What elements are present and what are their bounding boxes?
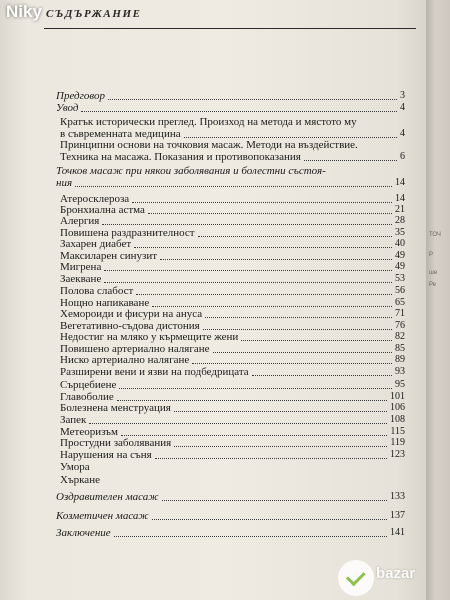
toc-page-number: 40 bbox=[395, 238, 405, 249]
toc-entry-title: Увод bbox=[56, 102, 79, 114]
toc-leader-dots bbox=[162, 500, 388, 501]
toc-leader-dots bbox=[252, 375, 392, 376]
toc-entry-title: Вегетативно-съдова дистония bbox=[60, 320, 200, 332]
toc-page-number: 89 bbox=[395, 354, 405, 365]
toc-page-number: 56 bbox=[395, 285, 405, 296]
toc-leader-dots bbox=[104, 270, 392, 271]
toc-entry-title: Техника на масажа. Показания и противопоказания bbox=[60, 151, 301, 163]
toc-entry bbox=[60, 261, 405, 273]
toc-entry-title: Умора bbox=[60, 461, 90, 473]
toc-leader-dots bbox=[203, 329, 392, 330]
toc-page-number: 71 bbox=[395, 308, 405, 319]
toc-leader-dots bbox=[134, 247, 392, 248]
toc-entry-title: Оздравителен масаж bbox=[56, 491, 159, 503]
toc-leader-dots bbox=[174, 411, 387, 412]
toc-entry bbox=[60, 474, 405, 486]
toc-entry bbox=[60, 116, 405, 128]
watermark-username: Niky bbox=[6, 2, 42, 21]
toc-page-number: 95 bbox=[395, 379, 405, 390]
toc-entry-title: Заключение bbox=[56, 527, 111, 539]
toc-entry bbox=[60, 461, 405, 473]
toc-entry-title: Максиларен синузит bbox=[60, 250, 158, 262]
toc-entry-title: Нощно напикаване bbox=[60, 297, 150, 309]
toc-entry-title: Предговор bbox=[56, 90, 106, 102]
toc-leader-dots bbox=[174, 446, 387, 447]
page-title: СЪДЪРЖАНИЕ bbox=[46, 8, 142, 20]
toc-entry-title: Точков масаж при някои заболявания и болестни състоя- bbox=[56, 165, 326, 177]
toc-entry bbox=[60, 273, 405, 285]
toc-entry bbox=[60, 354, 405, 366]
toc-entry-title: Простудни заболявания bbox=[60, 437, 172, 449]
toc-page-number: 65 bbox=[395, 297, 405, 308]
toc-entry bbox=[60, 366, 405, 378]
toc-section-entry bbox=[56, 527, 405, 539]
toc-leader-dots bbox=[241, 340, 392, 341]
toc-page-number: 76 bbox=[395, 320, 405, 331]
toc-entry-title: Недостиг на мляко у кърмещите жени bbox=[60, 331, 239, 343]
toc-page-number: 133 bbox=[390, 491, 405, 502]
toc-entry bbox=[60, 449, 405, 461]
toc-entry-title: Атеросклероза bbox=[60, 193, 130, 205]
toc-leader-dots bbox=[89, 423, 387, 424]
toc-section-entry bbox=[56, 102, 405, 114]
toc-leader-dots bbox=[121, 435, 387, 436]
toc-page-number: 4 bbox=[400, 102, 405, 113]
toc-entry-title: Заекване bbox=[60, 273, 102, 285]
toc-leader-dots bbox=[117, 400, 387, 401]
toc-entry-title: Нарушения на съня bbox=[60, 449, 152, 461]
toc-leader-dots bbox=[148, 213, 392, 214]
toc-entry-title: Хемороиди и фисури на ануса bbox=[60, 308, 203, 320]
toc-page-number: 93 bbox=[395, 366, 405, 377]
toc-leader-dots bbox=[108, 99, 397, 100]
toc-leader-dots bbox=[198, 236, 392, 237]
toc-leader-dots bbox=[205, 317, 392, 318]
toc-entry-title: Ниско артериално налягане bbox=[60, 354, 190, 366]
toc-page-number: 14 bbox=[395, 193, 405, 204]
toc-entry-title: Захарен диабет bbox=[60, 238, 132, 250]
toc-entry bbox=[60, 139, 405, 151]
toc-leader-dots bbox=[304, 160, 397, 161]
toc-page-number: 141 bbox=[390, 527, 405, 538]
toc-entry-title: Алергия bbox=[60, 215, 100, 227]
toc-entry-title: Сърцебиене bbox=[60, 379, 117, 391]
bazar-logo-icon bbox=[338, 560, 374, 596]
toc-entry-title: Хъркане bbox=[60, 474, 100, 486]
toc-leader-dots bbox=[75, 186, 392, 187]
toc-entry bbox=[60, 437, 405, 449]
adjacent-page-fragment: ТОЧ bbox=[429, 232, 441, 238]
toc-entry-title: Повишено артериално налягане bbox=[60, 343, 210, 355]
toc-page-number: 14 bbox=[395, 177, 405, 188]
toc-page-number: 85 bbox=[395, 343, 405, 354]
toc-entry-title: Метеоризъм bbox=[60, 426, 118, 438]
adjacent-page-fragment: Ре bbox=[429, 282, 437, 288]
toc-leader-dots bbox=[132, 202, 392, 203]
toc-leader-dots bbox=[81, 111, 397, 112]
toc-entry bbox=[60, 308, 405, 320]
toc-leader-dots bbox=[184, 137, 397, 138]
toc-entry-title: Мигрена bbox=[60, 261, 102, 273]
toc-entry-title: ния bbox=[56, 177, 73, 189]
toc-section-entry bbox=[56, 90, 405, 102]
toc-entry-title: Полова слабост bbox=[60, 285, 134, 297]
toc-page-number: 123 bbox=[390, 449, 405, 460]
toc-entry-title: в съвременната медицина bbox=[60, 128, 181, 140]
toc-entry bbox=[60, 285, 405, 297]
toc-entry bbox=[60, 379, 405, 391]
toc-leader-dots bbox=[152, 306, 392, 307]
toc-entry-title: Принципни основи на точковия масаж. Методи на въздействие. bbox=[60, 139, 358, 151]
toc-page-number: 108 bbox=[390, 414, 405, 425]
toc-entry-title: Главоболие bbox=[60, 391, 114, 403]
toc-leader-dots bbox=[213, 352, 392, 353]
toc-section-entry bbox=[56, 177, 405, 189]
toc-entry bbox=[60, 238, 405, 250]
toc-page-number: 137 bbox=[390, 510, 405, 521]
adjacent-page-fragment: ше bbox=[429, 270, 438, 276]
toc-section-entry bbox=[56, 510, 405, 522]
toc-entry bbox=[60, 215, 405, 227]
toc-page-number: 115 bbox=[390, 426, 405, 437]
toc-entry-title: Разширени вени и язви на подбедрицата bbox=[60, 366, 249, 378]
toc-entry-title: Козметичен масаж bbox=[56, 510, 149, 522]
toc-page-number: 35 bbox=[395, 227, 405, 238]
toc-page-number: 119 bbox=[390, 437, 405, 448]
toc-entry bbox=[60, 151, 405, 163]
toc-section-entry bbox=[56, 165, 405, 177]
toc-section-entry bbox=[56, 491, 405, 503]
toc-entry bbox=[60, 331, 405, 343]
adjacent-page-fragment: Р bbox=[429, 252, 434, 258]
toc-leader-dots bbox=[114, 536, 387, 537]
toc-leader-dots bbox=[160, 259, 392, 260]
toc-page-number: 49 bbox=[395, 261, 405, 272]
toc-page-number: 53 bbox=[395, 273, 405, 284]
toc-entry bbox=[60, 414, 405, 426]
toc-page-number: 49 bbox=[395, 250, 405, 261]
toc-page-number: 21 bbox=[395, 204, 405, 215]
toc-page-number: 4 bbox=[400, 128, 405, 139]
toc-leader-dots bbox=[119, 388, 392, 389]
toc-leader-dots bbox=[102, 224, 392, 225]
watermark-brand: bazar bbox=[376, 565, 416, 582]
toc-leader-dots bbox=[152, 519, 387, 520]
toc-page-number: 6 bbox=[400, 151, 405, 162]
toc-entry-title: Повишена раздразнителност bbox=[60, 227, 195, 239]
toc-entry-title: Болезнена менструация bbox=[60, 402, 171, 414]
toc-page-number: 28 bbox=[395, 215, 405, 226]
toc-entry-title: Бронхиална астма bbox=[60, 204, 145, 216]
toc-leader-dots bbox=[136, 294, 392, 295]
toc-entry-title: Запек bbox=[60, 414, 87, 426]
toc-entry-title: Кратък исторически преглед. Произход на метода и мястото му bbox=[60, 116, 357, 128]
toc-leader-dots bbox=[104, 282, 392, 283]
toc-entry bbox=[60, 402, 405, 414]
toc-page-number: 106 bbox=[390, 402, 405, 413]
toc-page-number: 82 bbox=[395, 331, 405, 342]
toc-leader-dots bbox=[155, 458, 387, 459]
toc-page-number: 101 bbox=[390, 391, 405, 402]
toc-leader-dots bbox=[192, 363, 392, 364]
toc-page-number: 3 bbox=[400, 90, 405, 101]
